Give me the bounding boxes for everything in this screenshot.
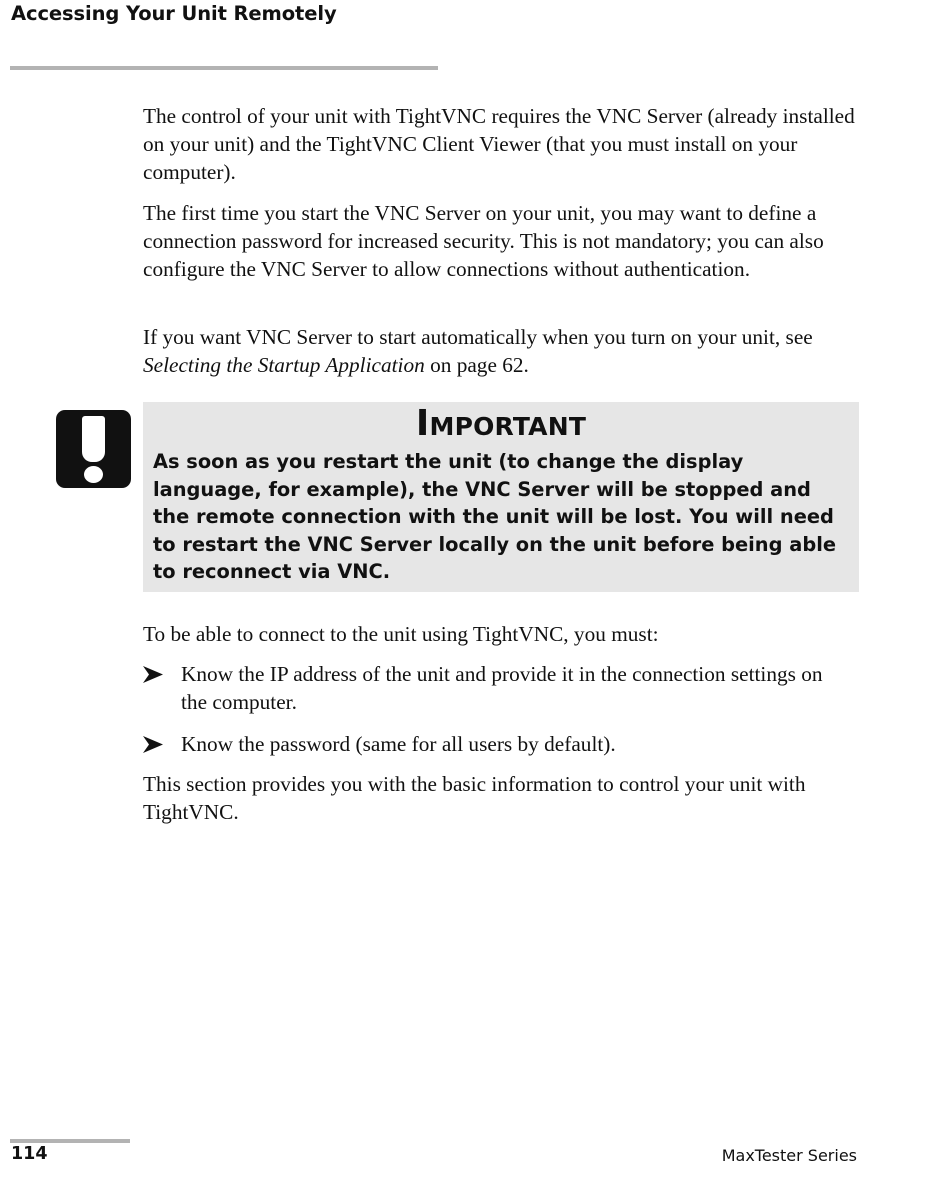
paragraph-connection-intro: To be able to connect to the unit using TightVNC, you must: <box>143 622 659 646</box>
page-header-title: Accessing Your Unit Remotely <box>11 2 337 25</box>
paragraph-connection-password: The first time you start the VNC Server on your unit, you may want to define a connection password for increased security. This is not mandatory; you can also configure the VNC Server to allow connections without authentication. <box>143 201 824 281</box>
startup-application-link[interactable]: Selecting the Startup Application <box>143 353 425 377</box>
arrowhead-bullet-icon <box>143 736 163 753</box>
product-series-name: MaxTester Series <box>721 1146 857 1165</box>
paragraph-text-before-link: If you want VNC Server to start automatically when you turn on your unit, see <box>143 325 813 349</box>
header-divider <box>10 66 438 70</box>
exclamation-bar <box>82 416 105 462</box>
important-message: As soon as you restart the unit (to change the display language, for example), the VNC Server will be stopped and the remote connection with the unit will be lost. You will need to restart the VNC Server locally on the unit before being able to reconnect via VNC. <box>153 450 836 584</box>
important-callout <box>143 402 859 592</box>
page-number: 114 <box>11 1144 48 1164</box>
exclamation-dot <box>84 466 103 483</box>
paragraph-startup-reference <box>143 323 868 379</box>
arrowhead-bullet-icon <box>143 666 163 683</box>
list-item-text: Know the password (same for all users by default). <box>181 732 616 756</box>
important-heading: Important <box>415 403 587 444</box>
list-item-text: Know the IP address of the unit and provide it in the connection settings on the computer. <box>181 662 823 714</box>
paragraph-section-summary: This section provides you with the basic information to control your unit with TightVNC. <box>143 772 806 824</box>
paragraph-tightvnc-requirements: The control of your unit with TightVNC requires the VNC Server (already installed on your unit) and the TightVNC Client Viewer (that you must install on your computer). <box>143 104 855 184</box>
paragraph-text-after-link: on page 62. <box>424 353 529 377</box>
exclamation-icon <box>56 410 131 488</box>
footer-divider <box>10 1139 130 1143</box>
